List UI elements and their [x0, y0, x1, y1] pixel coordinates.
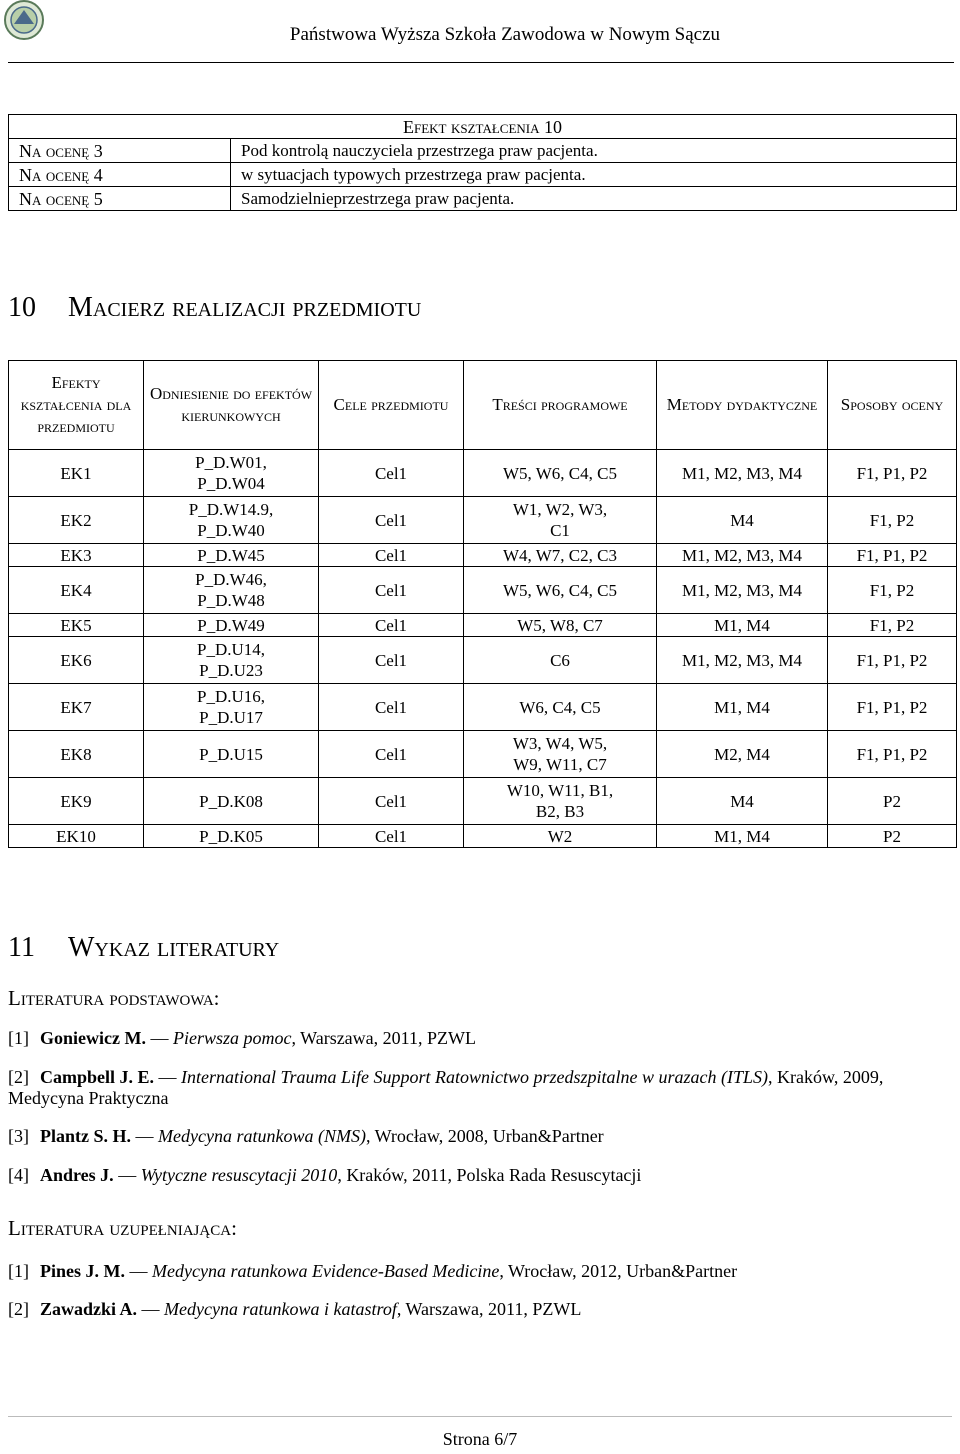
lit-details: , Wrocław, 2008, Urban&Partner: [365, 1126, 604, 1146]
col-header-tresci: Treści programowe: [464, 361, 657, 450]
matrix-row: [9, 567, 957, 614]
section-number: 10: [8, 292, 36, 323]
lit-details: , Warszawa, 2011, PZWL: [396, 1299, 582, 1319]
cele-cell: Cel1: [319, 684, 464, 731]
efekt-row: [9, 187, 957, 211]
metody-cell: M1, M2, M3, M4: [657, 544, 828, 567]
matrix-row: [9, 825, 957, 848]
grade-label: Na ocenę 3: [9, 139, 231, 163]
tresci-cell: W5, W6, C4, C5: [464, 450, 657, 497]
tresci-cell: W2: [464, 825, 657, 848]
cele-cell: Cel1: [319, 778, 464, 825]
matrix-row: [9, 684, 957, 731]
dash: —: [150, 1028, 169, 1048]
sposoby-cell: F1, P1, P2: [828, 544, 957, 567]
lit-index: [3]: [8, 1126, 29, 1146]
lit-details: , Wrocław, 2012, Urban&Partner: [499, 1261, 738, 1281]
sposoby-cell: F1, P1, P2: [828, 450, 957, 497]
dash: —: [141, 1299, 160, 1319]
matrix-row: [9, 544, 957, 567]
lit-title: Wytyczne resuscytacji 2010: [140, 1165, 338, 1185]
efekt-row: [9, 163, 957, 187]
metody-cell: M2, M4: [657, 731, 828, 778]
literature-item: [8, 1165, 952, 1186]
lit-details: , Warszawa, 2011, PZWL: [291, 1028, 476, 1048]
grade-label: Na ocenę 5: [9, 187, 231, 211]
literature-item: [8, 1261, 952, 1282]
sposoby-cell: P2: [828, 778, 957, 825]
odniesienie-cell: P_D.W49: [144, 614, 319, 637]
lit-details: , Kraków, 2011, Polska Rada Resuscytacji: [337, 1165, 642, 1185]
cele-cell: Cel1: [319, 450, 464, 497]
tresci-cell: C6: [464, 637, 657, 684]
section-title: Wykaz literatury: [68, 932, 280, 963]
metody-cell: M1, M2, M3, M4: [657, 450, 828, 497]
matrix-row: [9, 450, 957, 497]
efekt-table-title: Efekt kształcenia 10: [9, 115, 957, 139]
grade-label: Na ocenę 4: [9, 163, 231, 187]
sposoby-cell: F1, P2: [828, 614, 957, 637]
lit-index: [1]: [8, 1028, 29, 1048]
col-header-efekty: Efekty kształcenia dla przedmiotu: [9, 361, 144, 450]
efekt-row: [9, 139, 957, 163]
section-11-heading: [8, 932, 279, 964]
col-header-metody: Metody dydaktyczne: [657, 361, 828, 450]
sposoby-cell: F1, P1, P2: [828, 684, 957, 731]
literatura-podstawowa-heading: Literatura podstawowa:: [8, 986, 220, 1010]
efekt-cell: EK6: [9, 637, 144, 684]
lit-author: Zawadzki A.: [40, 1299, 138, 1319]
grade-text: w sytuacjach typowych przestrzega praw pacjenta.: [231, 163, 957, 187]
grade-text: Pod kontrolą nauczyciela przestrzega praw pacjenta.: [231, 139, 957, 163]
matrix-row: [9, 778, 957, 825]
sposoby-cell: F1, P1, P2: [828, 731, 957, 778]
tresci-cell: W5, W6, C4, C5: [464, 567, 657, 614]
metody-cell: M1, M2, M3, M4: [657, 637, 828, 684]
sposoby-cell: F1, P2: [828, 497, 957, 544]
lit-index: [2]: [8, 1299, 29, 1319]
sposoby-cell: F1, P2: [828, 567, 957, 614]
lit-index: [2]: [8, 1067, 29, 1087]
macierz-table: [8, 360, 957, 848]
odniesienie-cell: P_D.U16, P_D.U17: [144, 684, 319, 731]
lit-title: Pierwsza pomoc: [172, 1028, 292, 1048]
literature-item: [8, 1028, 952, 1049]
efekt-ksztalcenia-table: [8, 114, 957, 211]
metody-cell: M4: [657, 778, 828, 825]
dash: —: [118, 1165, 137, 1185]
header-title: Państwowa Wyższa Szkoła Zawodowa w Nowym Sączu: [289, 24, 721, 45]
efekt-cell: EK2: [9, 497, 144, 544]
section-number: 11: [8, 932, 35, 963]
tresci-cell: W4, W7, C2, C3: [464, 544, 657, 567]
odniesienie-cell: P_D.U15: [144, 731, 319, 778]
metody-cell: M1, M2, M3, M4: [657, 567, 828, 614]
lit-index: [4]: [8, 1165, 29, 1185]
macierz-body: [9, 450, 957, 848]
section-title: Macierz realizacji przedmiotu: [68, 292, 422, 323]
cele-cell: Cel1: [319, 567, 464, 614]
odniesienie-cell: P_D.U14, P_D.U23: [144, 637, 319, 684]
footer-divider: [8, 1416, 952, 1417]
cele-cell: Cel1: [319, 497, 464, 544]
tresci-cell: W10, W11, B1, B2, B3: [464, 778, 657, 825]
lit-author: Plantz S. H.: [40, 1126, 132, 1146]
matrix-row: [9, 497, 957, 544]
col-header-cele: Cele przedmiotu: [319, 361, 464, 450]
odniesienie-cell: P_D.W01, P_D.W04: [144, 450, 319, 497]
sposoby-cell: P2: [828, 825, 957, 848]
lit-author: Goniewicz M.: [40, 1028, 146, 1048]
odniesienie-cell: P_D.K05: [144, 825, 319, 848]
efekt-cell: EK8: [9, 731, 144, 778]
col-header-sposoby: Sposoby oceny: [828, 361, 957, 450]
tresci-cell: W1, W2, W3, C1: [464, 497, 657, 544]
matrix-row: [9, 637, 957, 684]
cele-cell: Cel1: [319, 731, 464, 778]
lit-index: [1]: [8, 1261, 29, 1281]
dash: —: [135, 1126, 154, 1146]
metody-cell: M1, M4: [657, 614, 828, 637]
odniesienie-cell: P_D.W14.9, P_D.W40: [144, 497, 319, 544]
literature-item: [8, 1067, 952, 1109]
grade-text: Samodzielnieprzestrzega praw pacjenta.: [231, 187, 957, 211]
metody-cell: M1, M4: [657, 825, 828, 848]
tresci-cell: W3, W4, W5, W9, W11, C7: [464, 731, 657, 778]
dash: —: [129, 1261, 148, 1281]
efekt-cell: EK3: [9, 544, 144, 567]
cele-cell: Cel1: [319, 544, 464, 567]
lit-title: Medycyna ratunkowa Evidence-Based Medicine: [152, 1261, 500, 1281]
odniesienie-cell: P_D.W45: [144, 544, 319, 567]
efekt-cell: EK10: [9, 825, 144, 848]
cele-cell: Cel1: [319, 825, 464, 848]
odniesienie-cell: P_D.K08: [144, 778, 319, 825]
header-divider: [8, 62, 954, 63]
tresci-cell: W5, W8, C7: [464, 614, 657, 637]
sposoby-cell: F1, P1, P2: [828, 637, 957, 684]
tresci-cell: W6, C4, C5: [464, 684, 657, 731]
literature-item: [8, 1126, 952, 1147]
efekt-cell: EK4: [9, 567, 144, 614]
lit-author: Pines J. M.: [40, 1261, 125, 1281]
efekt-cell: EK7: [9, 684, 144, 731]
lit-title: International Trauma Life Support Ratownictwo przedszpitalne w urazach (ITLS): [181, 1067, 769, 1087]
cele-cell: Cel1: [319, 637, 464, 684]
efekt-cell: EK9: [9, 778, 144, 825]
efekt-cell: EK1: [9, 450, 144, 497]
cele-cell: Cel1: [319, 614, 464, 637]
literature-item: [8, 1299, 952, 1320]
lit-details: , Kraków, 2009, Medycyna Praktyczna: [8, 1067, 884, 1108]
col-header-odniesienie: Odniesienie do efektów kierunkowych: [144, 361, 319, 450]
metody-cell: M1, M4: [657, 684, 828, 731]
literatura-uzupelniajaca-heading: Literatura uzupełniająca:: [8, 1216, 237, 1240]
page-number: Strona 6/7: [442, 1429, 518, 1449]
section-10-heading: [8, 292, 421, 324]
lit-title: Medycyna ratunkowa i katastrof: [164, 1299, 397, 1319]
efekt-cell: EK5: [9, 614, 144, 637]
lit-author: Andres J.: [40, 1165, 114, 1185]
matrix-row: [9, 731, 957, 778]
matrix-row: [9, 614, 957, 637]
metody-cell: M4: [657, 497, 828, 544]
odniesienie-cell: P_D.W46, P_D.W48: [144, 567, 319, 614]
lit-author: Campbell J. E.: [40, 1067, 155, 1087]
lit-title: Medycyna ratunkowa (NMS): [158, 1126, 366, 1146]
dash: —: [158, 1067, 177, 1087]
